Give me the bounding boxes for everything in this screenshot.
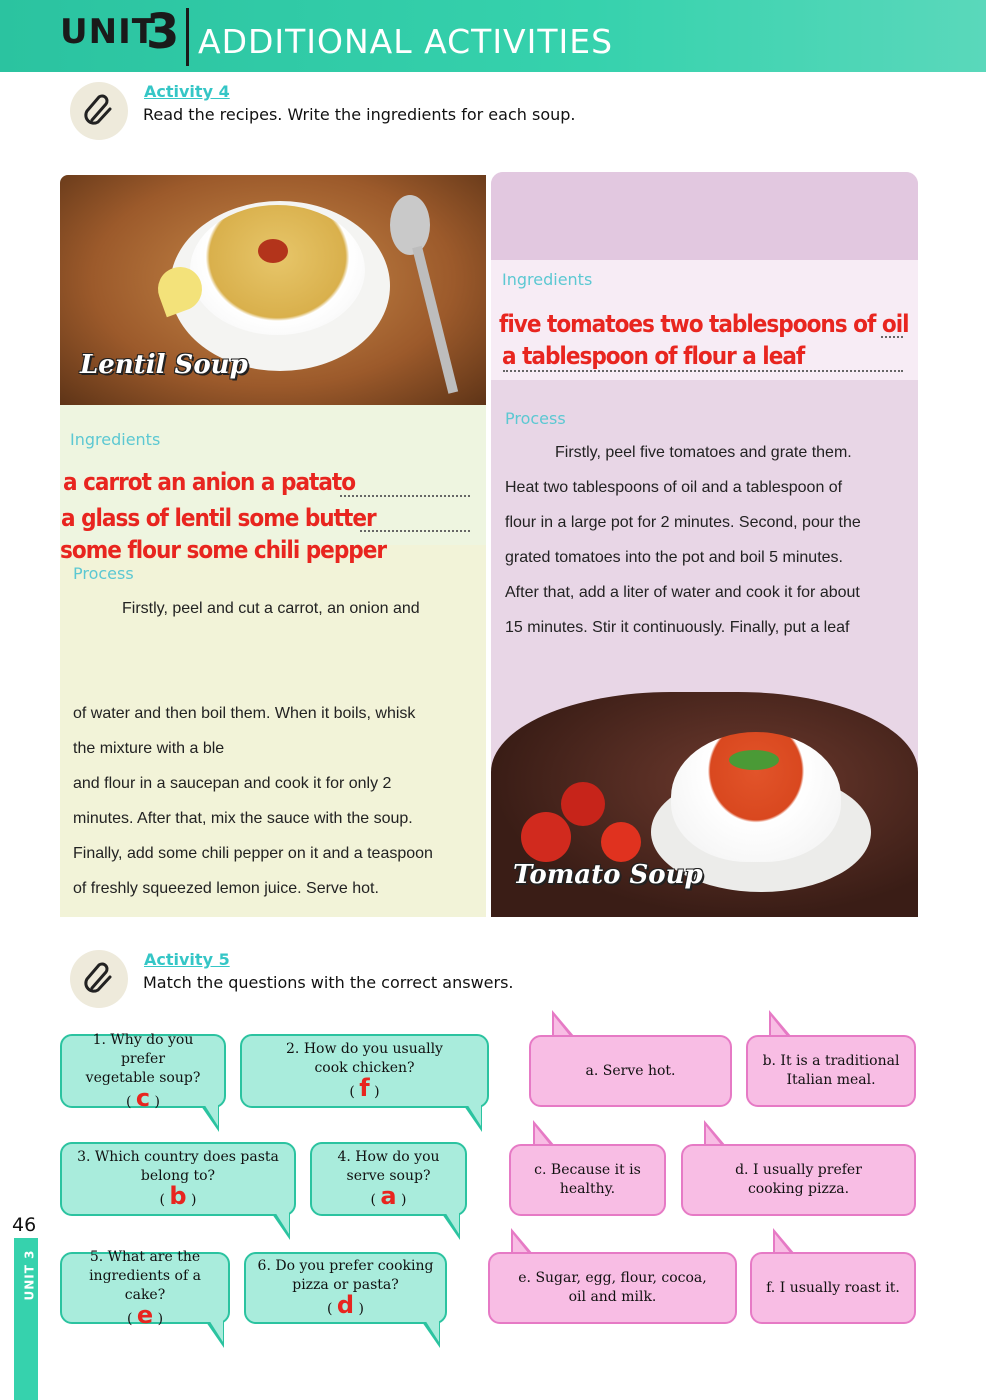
process-line-blurred [73, 661, 478, 696]
side-unit-label: UNIT 3 [22, 1249, 37, 1301]
process-line: Finally, add some chili pepper on it and a teaspoon [73, 845, 433, 862]
answer-dots [503, 370, 903, 372]
spoon-handle [412, 246, 458, 394]
answer-slot[interactable]: ( d ) [326, 1291, 365, 1319]
answer-dots [340, 495, 470, 497]
answer-bubble-e [488, 1252, 737, 1324]
answer-letter: e [136, 1300, 154, 1329]
question-text: 2. How do you usually [286, 1041, 443, 1057]
bubble-tail [533, 1120, 555, 1146]
answer-text: e. Sugar, egg, flour, cocoa, [518, 1270, 707, 1286]
question-text: 4. How do you [337, 1149, 440, 1165]
answer-slot[interactable]: ( b ) [159, 1182, 197, 1210]
answer-bubble-b [746, 1035, 916, 1107]
process-line: of freshly squeezed lemon juice. Serve hot. [73, 880, 379, 897]
process-line: and flour in a saucepan and cook it for only 2 [73, 775, 392, 792]
bubble-tail [552, 1010, 574, 1036]
answer-bubble-f [750, 1252, 916, 1324]
question-bubble-1 [60, 1031, 226, 1112]
answer-letter: d [336, 1291, 355, 1319]
paperclip-icon [70, 950, 128, 1008]
bubble-tail [773, 1228, 795, 1254]
tomato-process-heading: Process [505, 409, 566, 428]
bubble-tail [704, 1120, 726, 1146]
answer-bubble-a [529, 1035, 732, 1107]
lentil-process-text [73, 591, 478, 906]
paperclip-icon [70, 82, 128, 140]
answer-text: c. Because it is [534, 1162, 641, 1178]
process-line: Firstly, peel five tomatoes and grate them. [555, 444, 852, 461]
paperclip-icon-svg [82, 962, 116, 996]
bubble-tail [769, 1010, 791, 1036]
question-bubble-2 [240, 1034, 489, 1108]
tomato-ingredient-line-2: a tablespoon of flour a leaf [502, 342, 805, 370]
process-line: grated tomatoes into the pot and boil 5 minutes. [505, 549, 843, 566]
process-line: the mixture with a ble [73, 740, 225, 757]
question-bubble-4 [310, 1142, 467, 1216]
soup-bowl [190, 205, 365, 335]
answer-slot[interactable]: ( f ) [349, 1074, 380, 1102]
answer-slot[interactable]: ( a ) [370, 1182, 407, 1210]
tomato [561, 782, 605, 826]
question-text: cook chicken? [314, 1060, 415, 1076]
process-line: Firstly, peel and cut a carrot, an onion and [122, 600, 420, 617]
answer-letter: b [169, 1182, 187, 1210]
bubble-tail [511, 1228, 533, 1254]
bubble-tail [206, 1322, 224, 1348]
answer-slot[interactable]: ( c ) [125, 1083, 161, 1112]
tomato-ingredients-heading: Ingredients [502, 270, 593, 289]
answer-text: cooking pizza. [747, 1181, 850, 1197]
activity4-instruction: Read the recipes. Write the ingredients for each soup. [143, 105, 576, 124]
bubble-tail [464, 1106, 482, 1132]
process-line: flour in a large pot for 2 minutes. Second, pour the [505, 514, 861, 531]
question-text: ingredients of a cake? [89, 1267, 201, 1303]
process-line: After that, add a liter of water and cook it for about [505, 584, 860, 601]
tomato-ingredient-line-1: five tomatoes two tablespoons of oil [499, 310, 909, 338]
answer-text: d. I usually prefer [735, 1162, 862, 1178]
tomato [601, 822, 641, 862]
side-unit-strip [14, 1238, 38, 1400]
page-title: ADDITIONAL ACTIVITIES [198, 22, 614, 61]
question-bubble-5 [60, 1248, 230, 1329]
answer-letter: a [380, 1182, 397, 1210]
bubble-tail [272, 1214, 290, 1240]
answer-dots [360, 530, 470, 532]
tomato [521, 812, 571, 862]
lentil-ingredients-heading: Ingredients [70, 430, 161, 449]
unit-word: UNIT [60, 12, 156, 52]
answer-letter: f [359, 1074, 370, 1102]
basil-garnish [729, 750, 779, 770]
spoon [390, 195, 430, 255]
lentil-recipe-panel [60, 405, 486, 917]
unit-header [0, 0, 986, 72]
lentil-ingredient-line-3: some flour some chili pepper [60, 536, 387, 564]
lentil-process-heading: Process [73, 564, 134, 583]
question-text: vegetable soup? [85, 1069, 201, 1086]
answer-text: healthy. [559, 1181, 616, 1197]
lentil-ingredient-line-2: a glass of lentil some butter [61, 504, 376, 532]
page-number: 46 [12, 1214, 37, 1236]
question-text: 1. Why do you prefer [92, 1031, 194, 1067]
process-line-blurred [505, 645, 910, 680]
bubble-tail [442, 1214, 460, 1240]
answer-dots [881, 336, 903, 338]
bubble-tail [422, 1322, 440, 1348]
question-bubble-6 [244, 1252, 447, 1324]
process-line-blurred [73, 626, 478, 661]
spice-garnish [258, 239, 288, 263]
answer-slot[interactable]: ( e ) [126, 1300, 164, 1329]
tomato-process-text [505, 435, 910, 680]
question-text: pizza or pasta? [292, 1277, 399, 1293]
lentil-ingredient-line-1: a carrot an anion a patato [63, 468, 356, 496]
unit-number: 3 [146, 4, 180, 60]
question-text: serve soup? [346, 1168, 431, 1184]
lentil-soup-photo [60, 175, 486, 405]
answer-text: f. I usually roast it. [766, 1279, 900, 1296]
paperclip-icon-svg [82, 94, 116, 128]
process-line: of water and then boil them. When it boils, whisk [73, 705, 416, 722]
lentil-photo-title: Lentil Soup [80, 350, 248, 380]
question-text: 3. Which country does pasta [77, 1149, 279, 1165]
tomato-recipe-panel [491, 172, 918, 917]
process-line: Heat two tablespoons of oil and a tablespoon of [505, 479, 843, 496]
tomato-soup-photo [491, 692, 918, 917]
answer-text: Italian meal. [786, 1072, 876, 1088]
answer-text: b. It is a traditional [762, 1053, 900, 1069]
process-line: minutes. After that, mix the sauce with the soup. [73, 810, 413, 827]
question-text: belong to? [140, 1168, 216, 1184]
bubble-tail [201, 1106, 219, 1132]
answer-text: oil and milk. [568, 1289, 657, 1305]
question-bubble-3 [60, 1142, 296, 1216]
tomato-photo-title: Tomato Soup [513, 860, 703, 890]
answer-letter: c [135, 1083, 151, 1112]
question-text: 5. What are the [89, 1248, 201, 1265]
activity5-label: Activity 5 [144, 950, 230, 969]
header-divider [186, 8, 189, 66]
activity4-label: Activity 4 [144, 82, 230, 101]
top-band [491, 172, 918, 260]
answer-text: a. Serve hot. [585, 1062, 676, 1079]
answer-bubble-c [509, 1144, 666, 1216]
activity5-instruction: Match the questions with the correct answers. [143, 973, 514, 992]
question-text: 6. Do you prefer cooking [257, 1258, 434, 1274]
process-line: 15 minutes. Stir it continuously. Finally, put a leaf [505, 619, 850, 636]
answer-bubble-d [681, 1144, 916, 1216]
